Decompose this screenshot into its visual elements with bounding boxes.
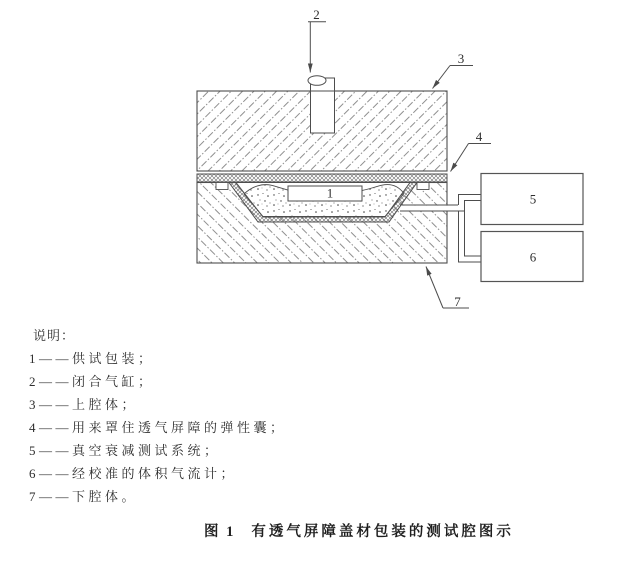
- part-label-2: 2: [313, 7, 320, 22]
- figure-title: 有透气屏障盖材包装的测试腔图示: [251, 524, 514, 540]
- part-label-4: 4: [475, 129, 483, 144]
- manifold-outer-wall: [459, 195, 482, 263]
- part-label-5: 5: [529, 191, 537, 207]
- legend-item-2: 2——闭合气缸；: [29, 374, 155, 389]
- rim-groove-left: [216, 183, 228, 190]
- elastic-bladder-strip: [197, 174, 447, 182]
- leader-line-4: [451, 144, 469, 172]
- legend-item-1: 1——供试包装；: [29, 351, 155, 366]
- legend-item-7: 7——下腔体。: [29, 489, 139, 504]
- rim-groove-right: [417, 183, 429, 190]
- vacuum-channel: [401, 206, 458, 211]
- legend-item-5: 5——真空衰减测试系统；: [29, 443, 221, 458]
- leader-line-7: [426, 267, 443, 309]
- cylinder-bore: [311, 90, 335, 133]
- legend-title: 说明：: [33, 328, 76, 343]
- legend-item-3: 3——上腔体；: [29, 397, 139, 412]
- manifold-inner-wall: [465, 201, 482, 257]
- part-label-6: 6: [529, 249, 537, 265]
- figure-caption: [204, 520, 514, 541]
- figure-number: 图 1: [204, 524, 236, 540]
- part-label-3: 3: [457, 51, 465, 66]
- leader-line-3: [433, 66, 451, 89]
- legend-item-4: 4——用来罩住透气屏障的弹性囊；: [29, 420, 287, 435]
- test-package-box: [288, 186, 362, 201]
- legend-item-6: 6——经校准的体积气流计；: [29, 466, 238, 481]
- part-label-7: 7: [454, 294, 461, 309]
- part-label-1: 1: [326, 185, 334, 201]
- cylinder-rod-eye: [308, 76, 326, 86]
